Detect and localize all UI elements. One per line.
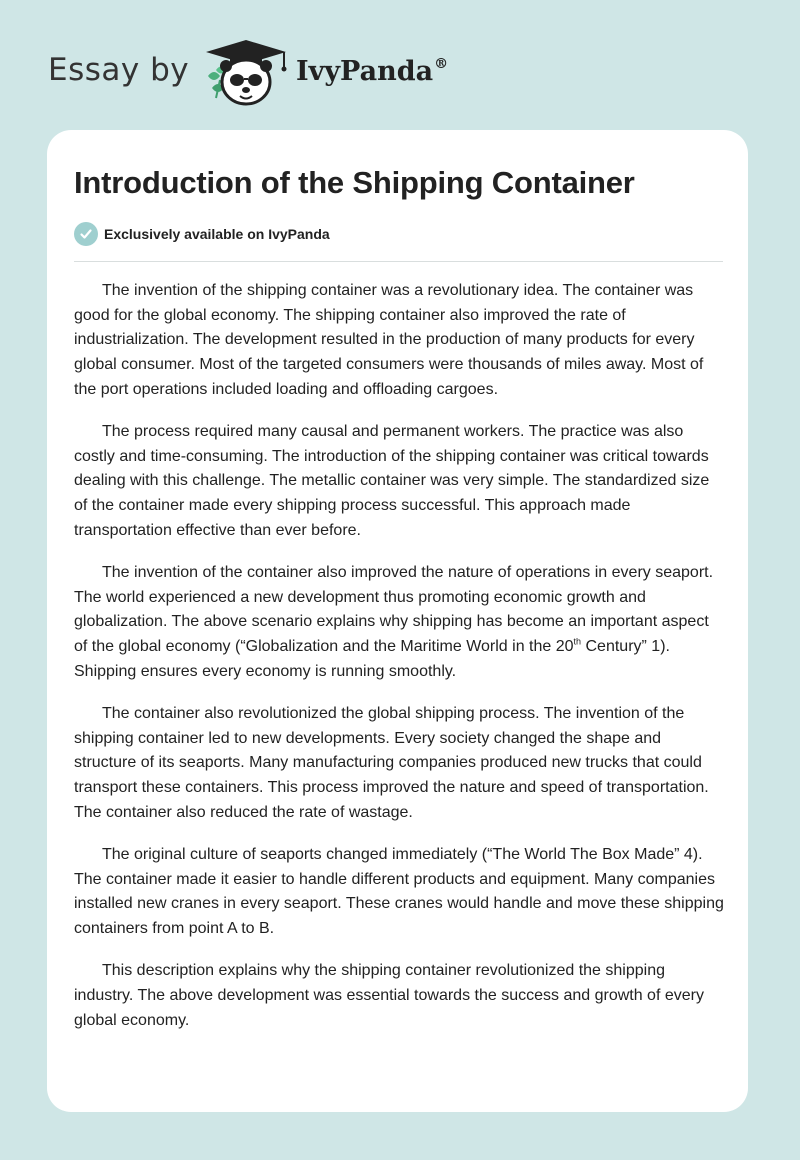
paragraph-1: The invention of the shipping container was a revolutionary idea. The container was good for the global economy. The shipping container also improved the rate of industrialization. The development resulted in the production of many products for every global consumer. Most of the targeted consumers were thousands of miles away. Most of the port operations included loading and offloading cargoes. <box>74 282 704 398</box>
divider <box>74 261 723 262</box>
essay-body <box>74 279 724 1051</box>
site-header <box>0 0 800 130</box>
essay-by-label: Essay by <box>48 52 190 88</box>
paragraph-5: The original culture of seaports changed immediately (“The World The Box Made” 4). The container made it easier to handle different products and equipment. Many companies installed new cranes in every seaport. These cranes would handle and move these shipping containers from point A to B. <box>74 846 724 938</box>
exclusive-label: Exclusively available on IvyPanda <box>104 226 330 242</box>
page-title: Introduction of the Shipping Container <box>74 165 635 200</box>
ordinal-suffix: th <box>573 636 582 647</box>
essay-card <box>47 130 748 1112</box>
paragraph-3-text: The invention of the container also improved the nature of operations in every seaport. The world experienced a new development thus promoting economic growth and globalization. The above scenario explains why shipping has become an important aspect of the global economy (“Globalization and the Maritime World in the 20 <box>74 564 714 656</box>
paragraph-3-text-cont: Century” 1). Shipping ensures every economy is running smoothly. <box>74 638 670 680</box>
check-icon <box>74 222 98 246</box>
exclusive-badge <box>74 222 330 246</box>
paragraph-6: This description explains why the shipping container revolutionized the shipping industry. The above development was essential towards the success and growth of every global economy. <box>74 962 704 1029</box>
paragraph-3 <box>74 561 724 685</box>
paragraph-2: The process required many causal and permanent workers. The practice was also costly and time-consuming. The introduction of the shipping container was critical towards dealing with this challenge. The metallic container was very simple. The standardized size of the container made every shipping process successful. This approach made transportation effective than ever before. <box>74 423 710 539</box>
brand-logo-text[interactable]: IvyPanda® <box>296 56 449 87</box>
paragraph-4: The container also revolutionized the global shipping process. The invention of the shipping container led to new developments. Every society changed the shape and structure of its seaports. Many manufacturing companies produced new trucks that could transport these containers. This process improved the nature and speed of transportation. The container also reduced the rate of wastage. <box>74 705 709 821</box>
trademark-symbol: ® <box>434 56 449 72</box>
panda-graduate-icon[interactable] <box>200 36 292 108</box>
